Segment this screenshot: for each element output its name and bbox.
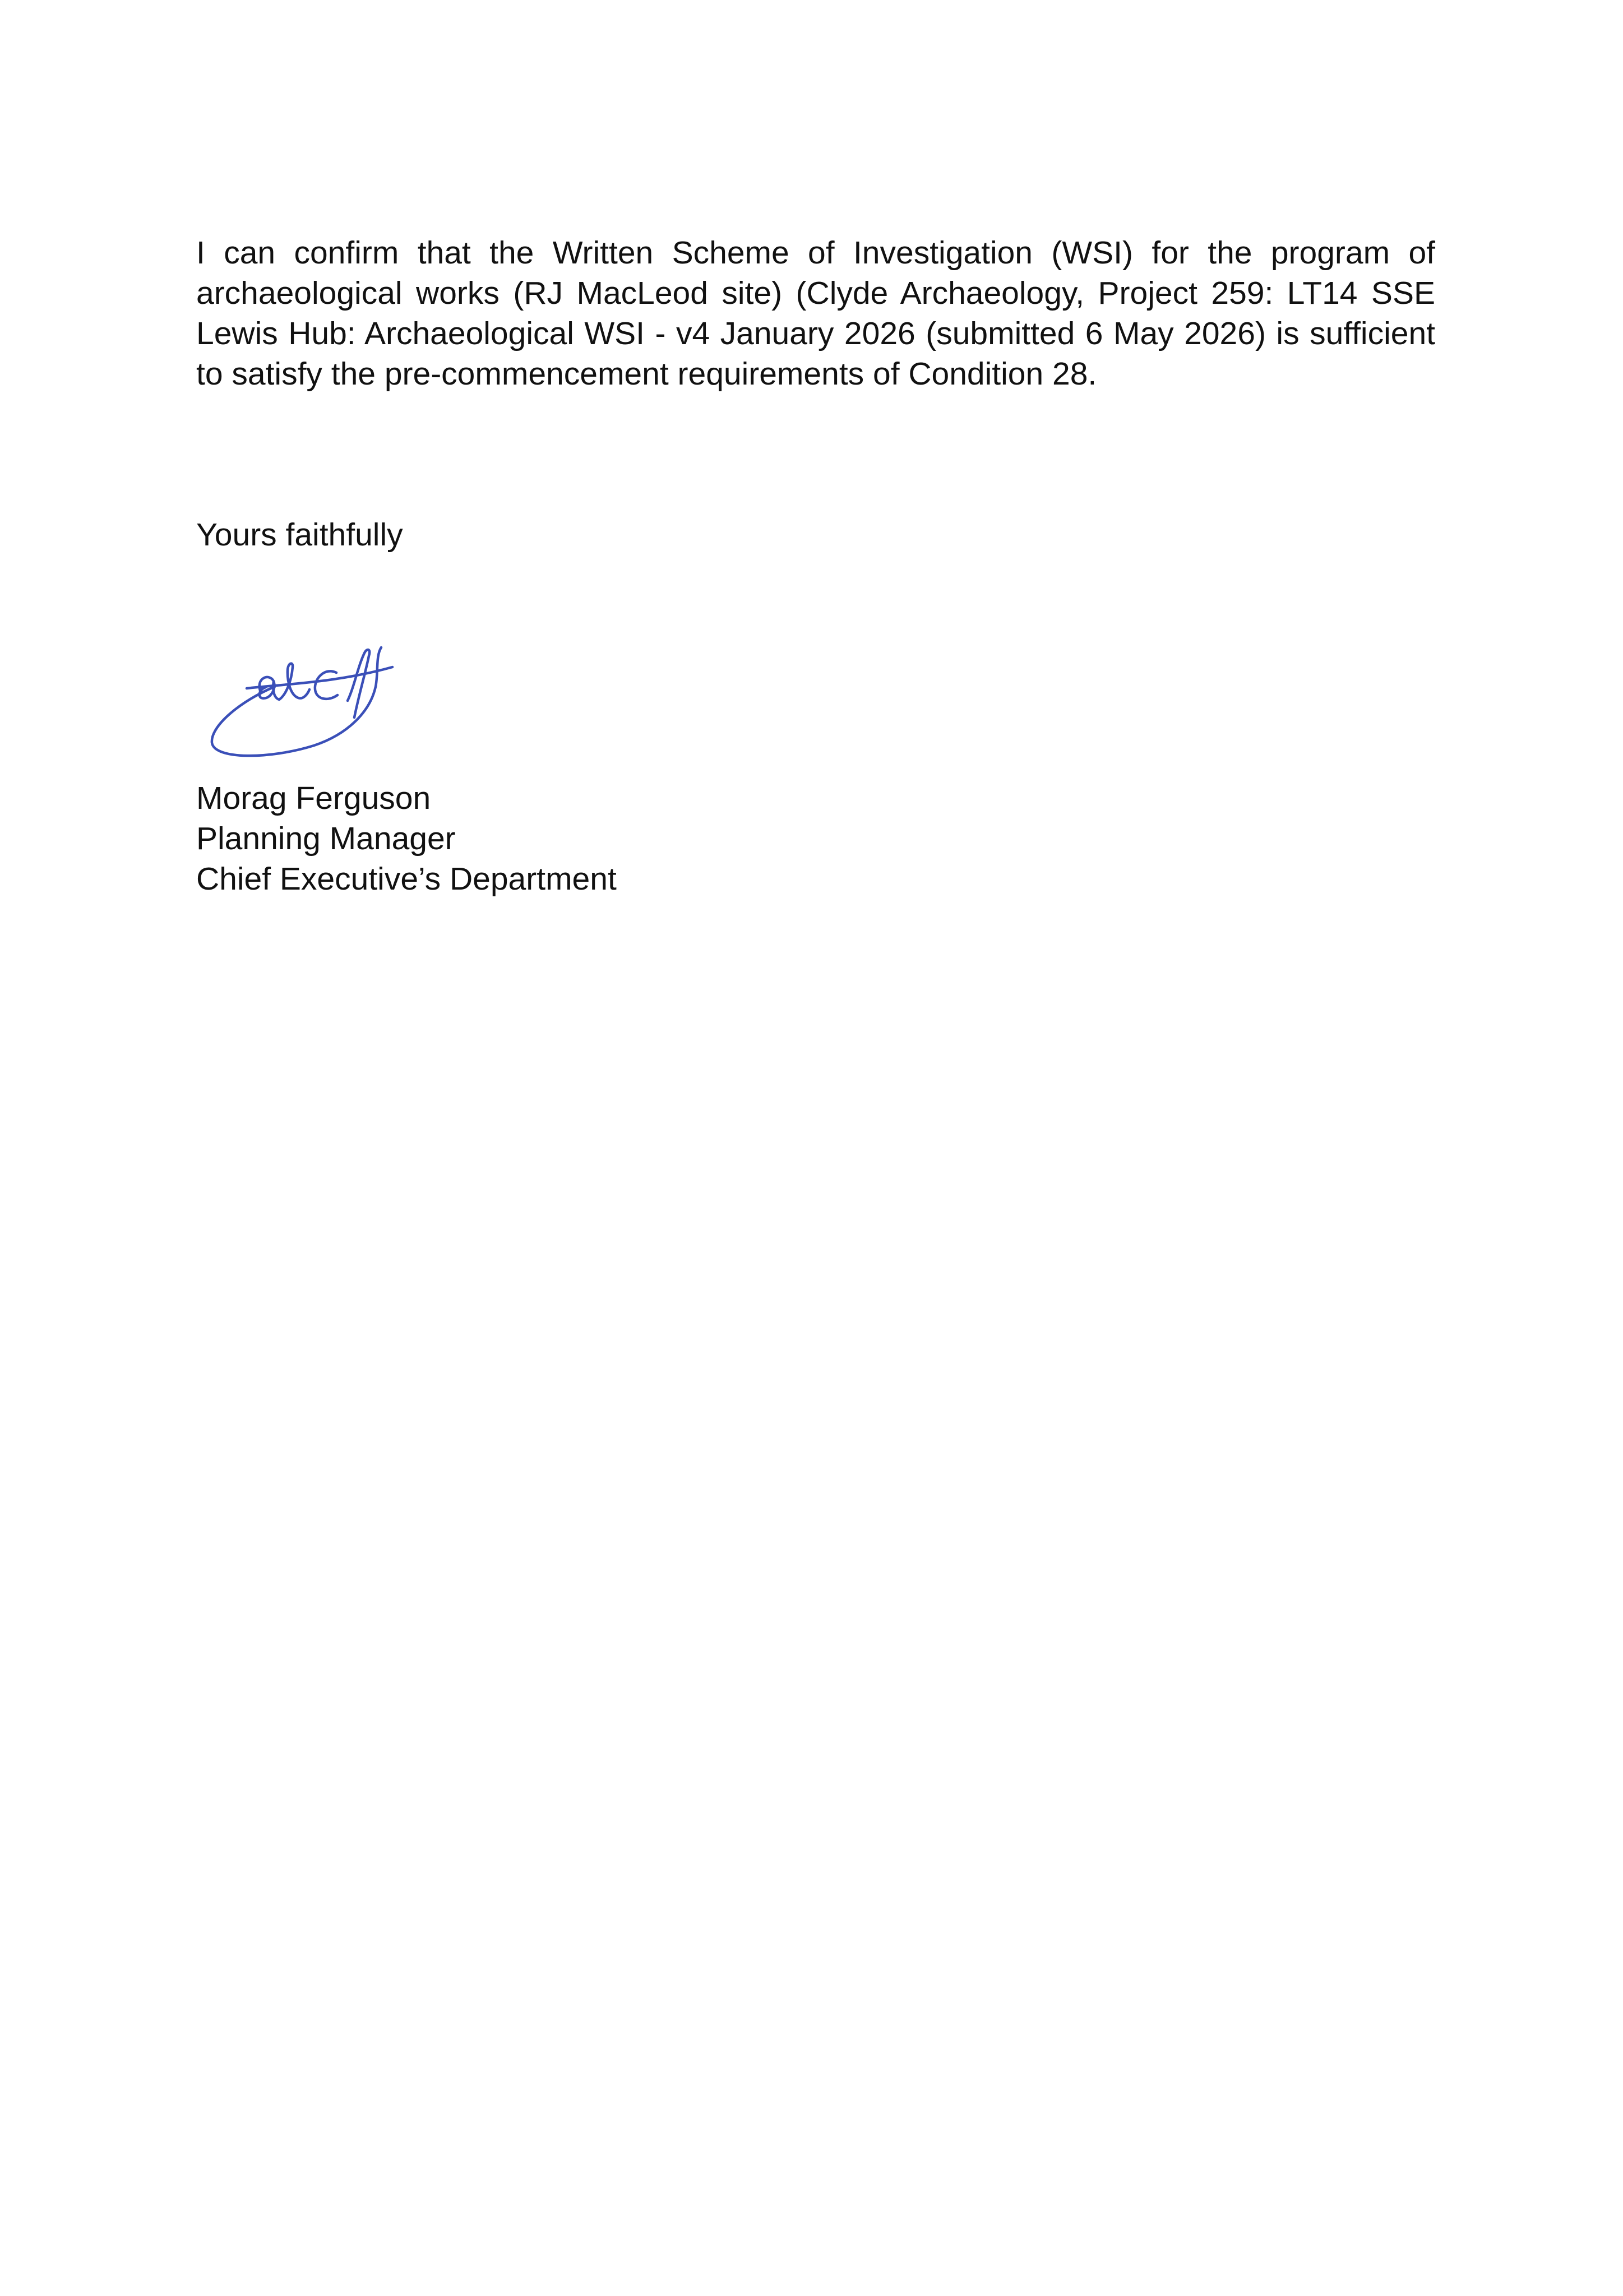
signature-block bbox=[196, 778, 617, 899]
signatory-title: Planning Manager bbox=[196, 821, 456, 857]
signatory-name: Morag Ferguson bbox=[196, 780, 431, 816]
closing-salutation: Yours faithfully bbox=[196, 517, 403, 553]
body-paragraph: I can confirm that the Written Scheme of Investigation (WSI) for the program of archaeological works (RJ MacLeod site) (Clyde Archaeology, Project 259: LT14 SSE Lewis Hub: Archaeological WSI - v4 January 2026 (submitted 6 May 2026) is sufficient to satisfy the pre-commencement requirements of Condition 28. bbox=[196, 235, 1435, 392]
handwritten-signature bbox=[207, 633, 409, 762]
signatory-department: Chief Executive’s Department bbox=[196, 861, 617, 897]
